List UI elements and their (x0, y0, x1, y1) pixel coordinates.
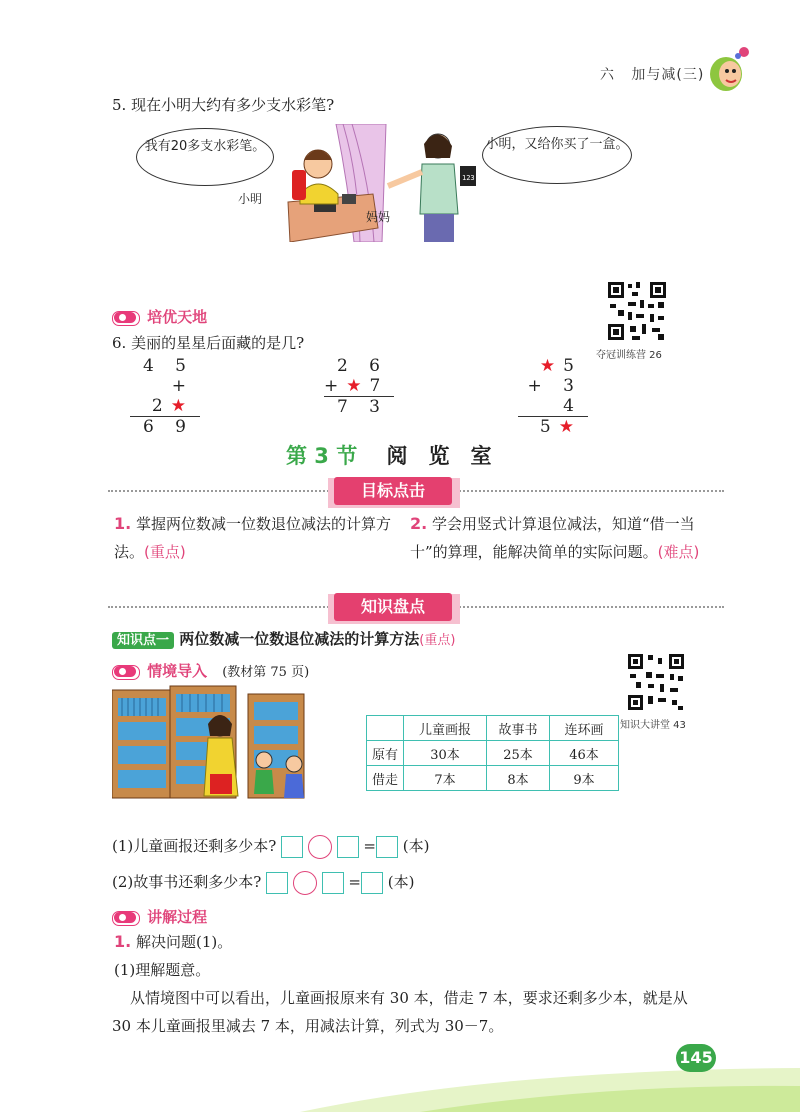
vertical-problem-3 (518, 356, 588, 437)
goal-item-1: 1. 掌握两位数减一位数退位减法的计算方法。(重点) (114, 514, 392, 561)
goal-item-2: 2. 学会用竖式计算退位减法，知道“借一当十”的算理，能解决简单的实际问题。(难点) (410, 514, 700, 561)
peiyou-title: 培优天地 (147, 308, 208, 326)
answer-box[interactable] (266, 872, 288, 894)
result: 6 9 (142, 417, 194, 437)
explain-heading (114, 906, 207, 927)
explain-title: 讲解过程 (147, 908, 208, 926)
table-cell: 借走 (367, 766, 404, 791)
knowledge-banner: 知识盘点 (334, 593, 452, 621)
table-header-row (367, 716, 619, 741)
explain-paragraph-line-2: 30 本儿童画报里减去 7 本，用减法计算，列式为 30－7。 (112, 1017, 504, 1035)
chapter-title: 加与减(三) (631, 67, 705, 83)
table-header: 故事书 (487, 716, 550, 741)
calculator-display: 123 (462, 174, 475, 182)
table-cell: 9本 (550, 766, 619, 791)
table-row (367, 766, 619, 791)
knowledge-point-note: (重点) (419, 633, 456, 648)
peiyou-heading (114, 306, 207, 327)
chapter-number: 六 (600, 67, 615, 83)
pill-icon (114, 666, 136, 677)
pill-icon (114, 912, 136, 923)
result: 5★ (539, 417, 582, 437)
library-illustration (112, 684, 312, 814)
operator-circle[interactable] (308, 835, 332, 859)
question-2-text: (2)故事书还剩多少本? (112, 873, 262, 891)
question-6: 6. 美丽的星星后面藏的是几? (112, 334, 305, 352)
vertical-problem-1 (130, 356, 200, 437)
speech-bubble-right: 小明，又给你买了一盒。 (482, 126, 632, 184)
star-icon: ★ (170, 396, 194, 416)
explain-sub: (1)理解题意。 (114, 961, 211, 979)
table-cell: 7本 (404, 766, 487, 791)
operand-b: +★7 (324, 376, 394, 397)
table-cell: 25本 (487, 741, 550, 766)
operand-a: ★5 (539, 356, 582, 376)
mascot-icon (706, 44, 752, 94)
scene-heading (114, 660, 309, 681)
page-number: 145 (676, 1044, 716, 1072)
result: 7 3 (336, 397, 388, 417)
table-cell: 原有 (367, 741, 404, 766)
explain-step: 1. 解决问题(1)。 (114, 932, 233, 951)
table-cell: 30本 (404, 741, 487, 766)
question-5: 5. 现在小明大约有多少支水彩笔? (112, 96, 335, 114)
section-heading (286, 440, 492, 470)
vertical-problem-2 (324, 356, 394, 417)
question-1-line: (1)儿童画报还剩多少本? = (本) (112, 832, 430, 860)
knowledge-point-heading (112, 628, 455, 649)
star-icon: ★ (539, 356, 564, 376)
goals-banner: 目标点击 (334, 477, 452, 505)
pill-icon (114, 312, 136, 323)
star-icon: ★ (558, 417, 582, 437)
label-mom: 妈妈 (366, 210, 391, 224)
table-cell: 8本 (487, 766, 550, 791)
table-header: 连环画 (550, 716, 619, 741)
scene-title: 情境导入 (147, 662, 208, 680)
qr-caption-2: 知识大讲堂 43 (620, 720, 686, 731)
qr-code-2[interactable] (626, 652, 686, 712)
table-row (367, 741, 619, 766)
answer-box[interactable] (322, 872, 344, 894)
knowledge-point-title: 两位数减一位数退位减法的计算方法 (179, 630, 420, 648)
answer-box[interactable] (376, 836, 398, 858)
chapter-header (600, 64, 704, 84)
qr-code-1[interactable] (606, 280, 668, 342)
table-header: 儿童画报 (404, 716, 487, 741)
operator-circle[interactable] (293, 871, 317, 895)
answer-box[interactable] (337, 836, 359, 858)
label-boy: 小明 (238, 192, 263, 206)
answer-box[interactable] (281, 836, 303, 858)
section-number: 第 3 节 (286, 444, 358, 468)
scene-ref: (教材第 75 页) (222, 665, 310, 680)
operand-a: 2 6 (336, 356, 388, 376)
question-2-line: (2)故事书还剩多少本? = (本) (112, 868, 415, 896)
table-cell: 46本 (550, 741, 619, 766)
operand-a: 4 5 (142, 356, 194, 376)
star-icon: ★ (346, 376, 370, 396)
qr-caption-1: 夺冠训练营 26 (596, 350, 662, 361)
operand-b: + 2★ (130, 376, 200, 417)
answer-box[interactable] (361, 872, 383, 894)
speech-bubble-left: 我有20多支水彩笔。 (136, 128, 274, 186)
operand-b: + 3 4 (518, 376, 588, 417)
data-table (366, 715, 619, 791)
knowledge-point-tag: 知识点一 (112, 632, 174, 649)
section-title: 阅 览 室 (386, 444, 492, 468)
table-cell (367, 716, 404, 741)
question-1-text: (1)儿童画报还剩多少本? (112, 837, 277, 855)
explain-paragraph-line-1: 从情境图中可以看出，儿童画报原来有 30 本，借走 7 本，要求还剩多少本，就是从 (130, 989, 688, 1007)
